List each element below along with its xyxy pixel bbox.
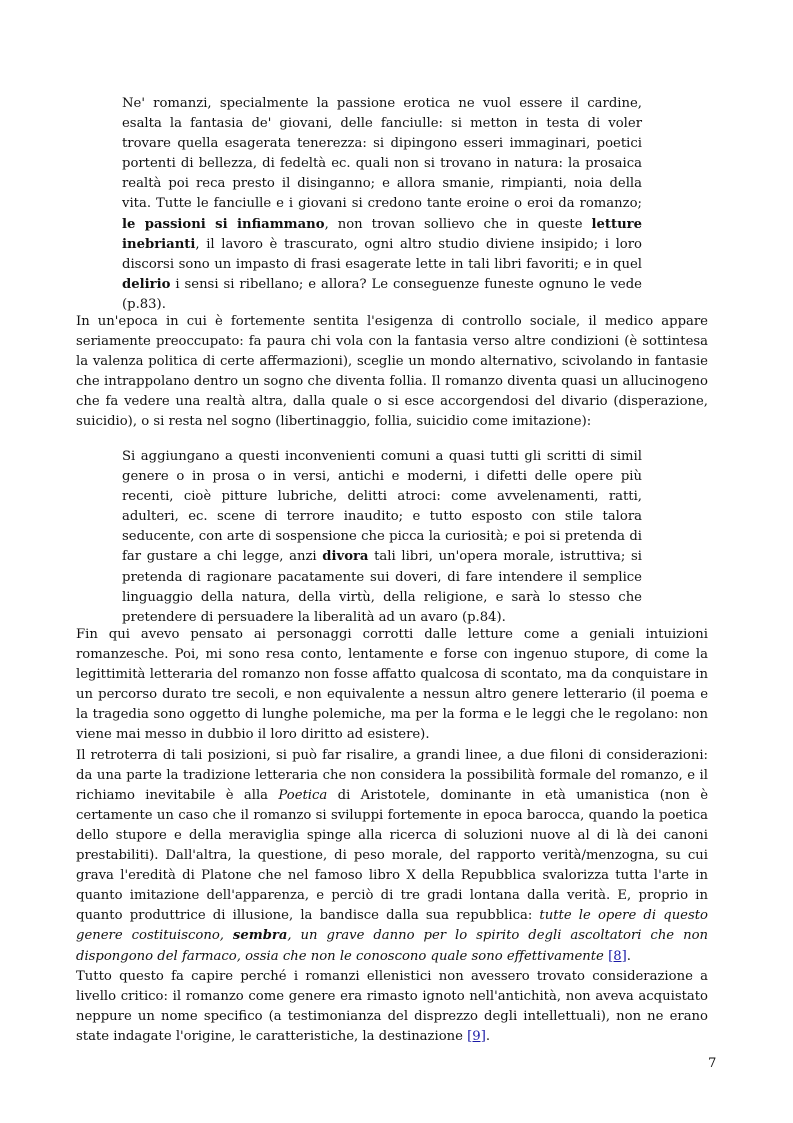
bold-phrase: letture inebrianti bbox=[122, 216, 642, 252]
bold-phrase: divora bbox=[322, 549, 369, 565]
footnote-link-9[interactable]: [9] bbox=[467, 1028, 486, 1044]
footnote-link-8[interactable]: [8] bbox=[608, 948, 627, 964]
quote-text: tali libri, un'opera morale, istruttiva; si pretenda di ragionare pacatamente sui doveri, di fare intendere il semplice linguaggio della natura, della virtù, della religione, e sarà lo stesso che pretendere di persuadere la liberalità ad un avaro (p.84). bbox=[122, 549, 642, 625]
italic-quote: , un grave danno per lo spirito degli ascoltatori che non dispongono del farmaco, ossia che non le conoscono quale sono effettivamente bbox=[76, 928, 709, 964]
italic-bold-word: sembra bbox=[232, 928, 288, 944]
quote-text: , il lavoro è trascurato, ogni altro studio diviene insipido; i loro discorsi sono un impasto di frasi esagerate lette in tali libri favoriti; e in quel bbox=[122, 236, 642, 272]
paragraph-4: Tutto questo fa capire perché i romanzi ellenistici non avessero trovato considerazione a livello critico: il romanzo come genere era rimasto ignoto nell'antichità, non aveva acquistato neppure un nome specifico (a testimonianza del disprezzo degli intellettuali), non ne erano state indagate l'origine, le caratteristiche, la destinazione [9]. bbox=[76, 968, 708, 1044]
quote-text: Ne' romanzi, specialmente la passione erotica ne vuol essere il cardine, esalta la fantasia de' giovani, delle fanciulle: si metton in testa di voler trovare quella esagerata tenerezza: si dipingono esseri immaginari, poetici portenti di bellezza, di fedeltà ec. quali non si trovano in natura: la prosaica realtà poi reca presto il disinganno; e allora smanie, rimpianti, noia della vita. Tutte le fanciulle e i giovani si credono tante eroine o eroi da romanzo; bbox=[122, 96, 642, 212]
body-text bbox=[76, 625, 708, 1047]
quote-text: Si aggiungano a questi inconvenienti comuni a quasi tutti gli scritti di simil genere o in prosa o in versi, antichi e moderni, i difetti delle opere più recenti, cioè pitture lubriche, delitti atroci: come avvelenamenti, ratti, adulteri, ec. scene di terrore inaudito; e tutto esposto con stile talora seducente, con arte di sospensione che picca la curiosità; e poi si pretenda di far gustare a chi legge, anzi bbox=[122, 449, 642, 565]
quote-text: , non trovan sollievo che in queste bbox=[324, 216, 592, 232]
block-quote-1 bbox=[122, 94, 642, 315]
paragraph-text: In un'epoca in cui è fortemente sentita l'esigenza di controllo sociale, il medico appare seriamente preoccupato: fa paura chi vola con la fantasia verso altre condizioni (è sottintesa la valenza politica di certe affermazioni), sceglie un mondo alternativo, scivolando in fantasie che intrappolano dentro un sogno che diventa follia. Il romanzo diventa quasi un allucinogeno che fa vedere una realtà altra, dalla quale o si esce accorgendosi del divario (disperazione, suicidio), o si resta nel sogno (libertinaggio, follia, suicidio come imitazione): bbox=[76, 314, 708, 430]
page-number: 7 bbox=[708, 1056, 717, 1071]
paragraph-3: Il retroterra di tali posizioni, si può far risalire, a grandi linee, a due filoni di considerazioni: da una parte la tradizione letteraria che non considera la possibilità formale del romanzo, e il richiamo inevitabile è alla Poetica di Aristotele, dominante in età umanistica (non è certamente un caso che il romanzo si sviluppi fortemente in epoca barocca, quando la poetica dello stupore e della meraviglia spinge alla ricerca di soluzioni nuove al di là dei canoni prestabiliti). Dall'altra, la questione, di peso morale, del rapporto verità/menzogna, su cui grava l'eredità di Platone che nel famoso libro X della Repubblica svalorizza tutta l'arte in quanto imitazione dell'apparenza, e perciò di tre gradi lontana dalla verità. E, proprio in quanto produttrice di illusione, la bandisce dalla sua repubblica: tutte le opere di questo genere costituiscono, sembra, un grave danno per lo spirito degli ascoltatori che non dispongono del farmaco, ossia che non le conoscono quale sono effettivamente [8]. bbox=[76, 747, 709, 964]
paragraph-1 bbox=[76, 312, 708, 433]
italic-title: Poetica bbox=[278, 787, 328, 803]
quote-text: i sensi si ribellano; e allora? Le conseguenze funeste ognuno le vede (p.83). bbox=[122, 276, 642, 312]
paragraph-2: Fin qui avevo pensato ai personaggi corrotti dalle letture come a geniali intuizioni romanzesche. Poi, mi sono resa conto, lentamente e forse con ingenuo stupore, di come la legittimità letteraria del romanzo non fosse affatto qualcosa di scontato, ma da conquistare in un percorso durato tre secoli, e non equivalente a nessun altro genere letterario (il poema e la tragedia sono oggetto di lunghe polemiche, ma per la forma e le leggi che le regolano: non viene mai messo in dubbio il loro diritto ad esistere). bbox=[76, 627, 708, 743]
italic-quote: tutte le opere di questo genere costituiscono, bbox=[76, 908, 708, 944]
bold-phrase: le passioni si infiammano bbox=[122, 216, 325, 232]
block-quote-2 bbox=[122, 447, 642, 628]
bold-phrase: delirio bbox=[122, 276, 171, 292]
